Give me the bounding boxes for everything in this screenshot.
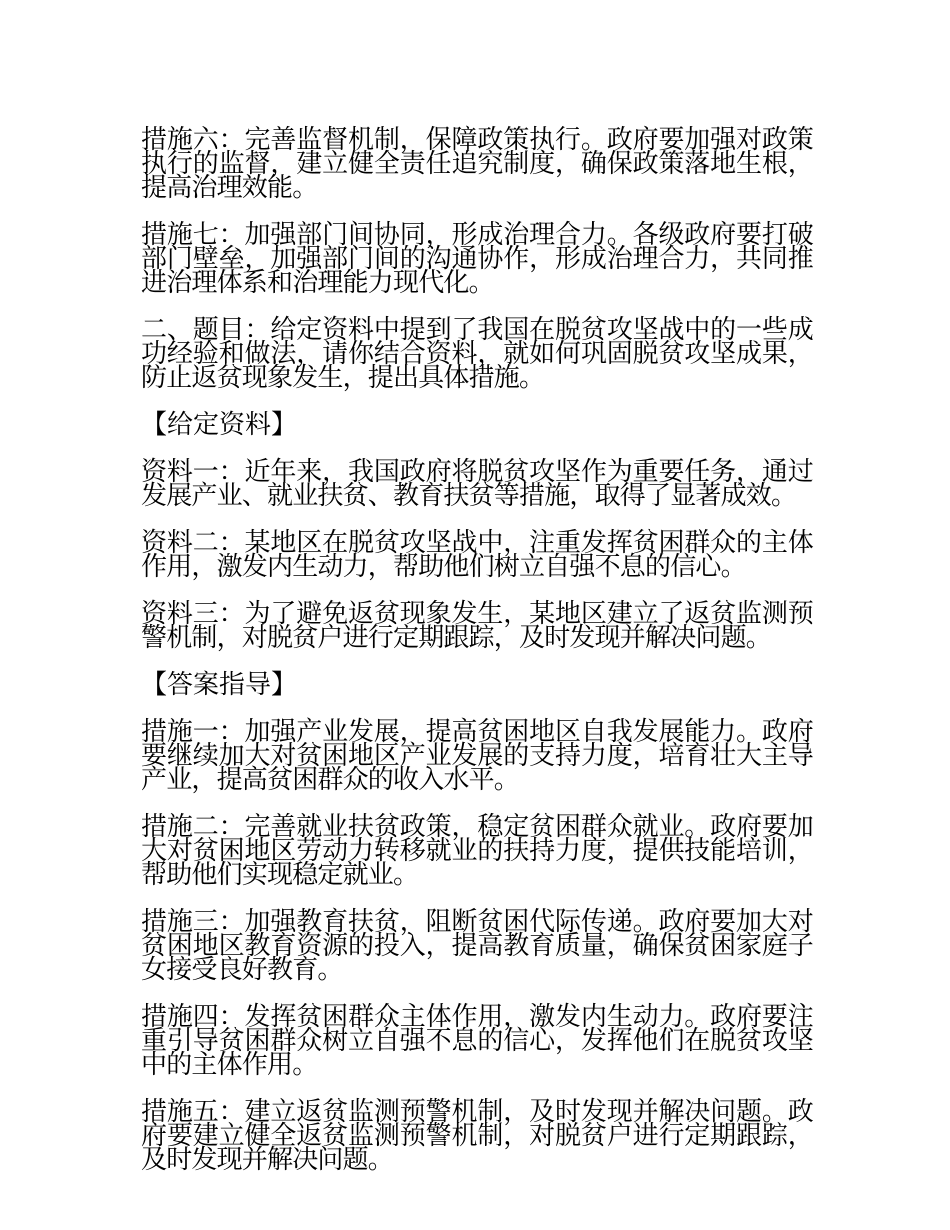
document-page <box>141 125 813 1195</box>
heading-answer-guide: 【答案指导】 <box>141 670 298 700</box>
paragraph-answer-measure-2: 措施二：完善就业扶贫政策，稳定贫困群众就业。政府要加大对贫困地区劳动力转移就业的扶持力度，提供技能培训，帮助他们实现稳定就业。 <box>141 812 813 890</box>
paragraph-answer-measure-4: 措施四：发挥贫困群众主体作用，激发内生动力。政府要注重引导贫困群众树立自强不息的信心，发挥他们在脱贫攻坚中的主体作用。 <box>141 1002 813 1080</box>
heading-given-materials: 【给定资料】 <box>141 410 298 440</box>
paragraph-answer-measure-1: 措施一：加强产业发展，提高贫困地区自我发展能力。政府要继续加大对贫困地区产业发展的支持力度，培育壮大主导产业，提高贫困群众的收入水平。 <box>141 717 813 795</box>
paragraph-material-2: 资料二：某地区在脱贫攻坚战中，注重发挥贫困群众的主体作用，激发内生动力，帮助他们树立自强不息的信心。 <box>141 528 813 582</box>
paragraph-question-2: 二、题目：给定资料中提到了我国在脱贫攻坚战中的一些成功经验和做法，请你结合资料，就如何巩固脱贫攻坚成果，防止返贫现象发生，提出具体措施。 <box>141 315 813 393</box>
paragraph-measure-7: 措施七：加强部门间协同，形成治理合力。各级政府要打破部门壁垒，加强部门间的沟通协作，形成治理合力，共同推进治理体系和治理能力现代化。 <box>141 220 813 298</box>
paragraph-measure-6: 措施六：完善监督机制，保障政策执行。政府要加强对政策执行的监督，建立健全责任追究制度，确保政策落地生根，提高治理效能。 <box>141 125 813 203</box>
paragraph-answer-measure-5: 措施五：建立返贫监测预警机制，及时发现并解决问题。政府要建立健全返贫监测预警机制，对脱贫户进行定期跟踪，及时发现并解决问题。 <box>141 1097 813 1175</box>
paragraph-answer-measure-3: 措施三：加强教育扶贫，阻断贫困代际传递。政府要加大对贫困地区教育资源的投入，提高教育质量，确保贫困家庭子女接受良好教育。 <box>141 907 813 985</box>
paragraph-material-3: 资料三：为了避免返贫现象发生，某地区建立了返贫监测预警机制，对脱贫户进行定期跟踪，及时发现并解决问题。 <box>141 599 813 653</box>
paragraph-material-1: 资料一：近年来，我国政府将脱贫攻坚作为重要任务，通过发展产业、就业扶贫、教育扶贫等措施，取得了显著成效。 <box>141 457 813 511</box>
